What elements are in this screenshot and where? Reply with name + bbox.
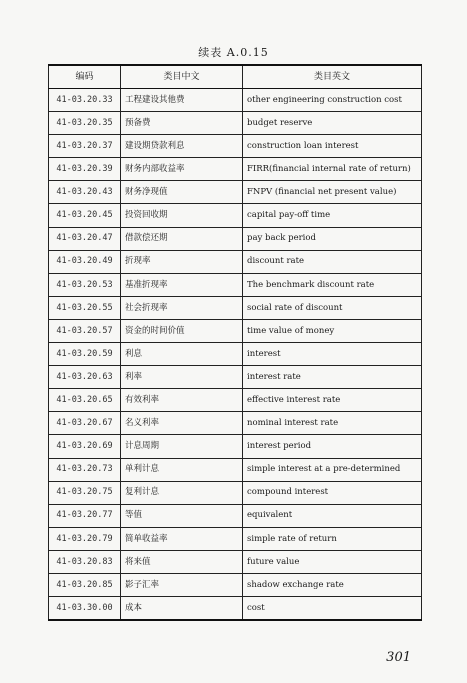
- terms-table: [48, 64, 422, 621]
- table-row: [49, 389, 422, 412]
- cell-chinese-name: 财务内部收益率: [121, 158, 243, 181]
- cell-english-name: cost: [243, 597, 422, 621]
- cell-english-name: social rate of discount: [243, 296, 422, 319]
- cell-english-name: time value of money: [243, 319, 422, 342]
- table-row: [49, 343, 422, 366]
- cell-code: 41-03.20.39: [49, 158, 121, 181]
- cell-english-name: budget reserve: [243, 112, 422, 135]
- header-chinese-name: 类目中文: [121, 65, 243, 89]
- cell-english-name: construction loan interest: [243, 135, 422, 158]
- cell-code: 41-03.20.65: [49, 389, 121, 412]
- cell-code: 41-03.20.37: [49, 135, 121, 158]
- cell-chinese-name: 复利计息: [121, 481, 243, 504]
- cell-code: 41-03.20.79: [49, 527, 121, 550]
- cell-code: 41-03.20.57: [49, 319, 121, 342]
- table-row: [49, 597, 422, 621]
- header-code: 编码: [49, 65, 121, 89]
- page-number: 301: [386, 650, 411, 665]
- table-row: [49, 227, 422, 250]
- cell-english-name: discount rate: [243, 250, 422, 273]
- table-row: [49, 250, 422, 273]
- cell-chinese-name: 财务净现值: [121, 181, 243, 204]
- cell-code: 41-03.20.63: [49, 366, 121, 389]
- cell-english-name: FIRR(financial internal rate of return): [243, 158, 422, 181]
- cell-chinese-name: 利率: [121, 366, 243, 389]
- cell-english-name: nominal interest rate: [243, 412, 422, 435]
- table-row: [49, 181, 422, 204]
- cell-chinese-name: 将来值: [121, 550, 243, 573]
- cell-code: 41-03.20.85: [49, 573, 121, 596]
- table-row: [49, 366, 422, 389]
- cell-chinese-name: 计息周期: [121, 435, 243, 458]
- cell-code: 41-03.20.83: [49, 550, 121, 573]
- cell-chinese-name: 建设期贷款利息: [121, 135, 243, 158]
- header-english-name: 类目英文: [243, 65, 422, 89]
- cell-english-name: interest rate: [243, 366, 422, 389]
- cell-code: 41-03.20.45: [49, 204, 121, 227]
- cell-chinese-name: 投资回收期: [121, 204, 243, 227]
- table-row: [49, 135, 422, 158]
- cell-code: 41-03.20.47: [49, 227, 121, 250]
- cell-english-name: simple interest at a pre-determined: [243, 458, 422, 481]
- cell-code: 41-03.30.00: [49, 597, 121, 621]
- table-row: [49, 435, 422, 458]
- cell-code: 41-03.20.53: [49, 273, 121, 296]
- cell-chinese-name: 有效利率: [121, 389, 243, 412]
- cell-code: 41-03.20.59: [49, 343, 121, 366]
- cell-english-name: pay back period: [243, 227, 422, 250]
- cell-chinese-name: 利息: [121, 343, 243, 366]
- cell-chinese-name: 等值: [121, 504, 243, 527]
- table-row: [49, 273, 422, 296]
- cell-chinese-name: 名义利率: [121, 412, 243, 435]
- cell-chinese-name: 借款偿还期: [121, 227, 243, 250]
- cell-english-name: equivalent: [243, 504, 422, 527]
- cell-code: 41-03.20.35: [49, 112, 121, 135]
- cell-english-name: interest: [243, 343, 422, 366]
- table-row: [49, 527, 422, 550]
- table-row: [49, 158, 422, 181]
- table-row: [49, 504, 422, 527]
- cell-chinese-name: 资金的时间价值: [121, 319, 243, 342]
- table-row: [49, 89, 422, 112]
- cell-english-name: simple rate of return: [243, 527, 422, 550]
- cell-code: 41-03.20.67: [49, 412, 121, 435]
- table-row: [49, 204, 422, 227]
- cell-chinese-name: 社会折现率: [121, 296, 243, 319]
- cell-code: 41-03.20.49: [49, 250, 121, 273]
- cell-chinese-name: 预备费: [121, 112, 243, 135]
- cell-code: 41-03.20.77: [49, 504, 121, 527]
- table-row: [49, 319, 422, 342]
- table-row: [49, 458, 422, 481]
- cell-english-name: interest period: [243, 435, 422, 458]
- table-row: [49, 573, 422, 596]
- cell-code: 41-03.20.55: [49, 296, 121, 319]
- cell-chinese-name: 影子汇率: [121, 573, 243, 596]
- cell-chinese-name: 折现率: [121, 250, 243, 273]
- cell-english-name: other engineering construction cost: [243, 89, 422, 112]
- cell-english-name: future value: [243, 550, 422, 573]
- cell-english-name: capital pay-off time: [243, 204, 422, 227]
- cell-chinese-name: 工程建设其他费: [121, 89, 243, 112]
- cell-code: 41-03.20.43: [49, 181, 121, 204]
- cell-english-name: compound interest: [243, 481, 422, 504]
- cell-english-name: shadow exchange rate: [243, 573, 422, 596]
- table-row: [49, 296, 422, 319]
- cell-code: 41-03.20.73: [49, 458, 121, 481]
- table-row: [49, 112, 422, 135]
- cell-code: 41-03.20.69: [49, 435, 121, 458]
- cell-chinese-name: 成本: [121, 597, 243, 621]
- table-row: [49, 412, 422, 435]
- table-title: 续表 A.0.15: [198, 46, 269, 59]
- cell-chinese-name: 简单收益率: [121, 527, 243, 550]
- table-row: [49, 481, 422, 504]
- cell-code: 41-03.20.33: [49, 89, 121, 112]
- cell-english-name: The benchmark discount rate: [243, 273, 422, 296]
- cell-chinese-name: 基准折现率: [121, 273, 243, 296]
- cell-english-name: FNPV (financial net present value): [243, 181, 422, 204]
- cell-english-name: effective interest rate: [243, 389, 422, 412]
- cell-code: 41-03.20.75: [49, 481, 121, 504]
- table-row: [49, 550, 422, 573]
- cell-chinese-name: 单利计息: [121, 458, 243, 481]
- table-header-row: [49, 65, 422, 89]
